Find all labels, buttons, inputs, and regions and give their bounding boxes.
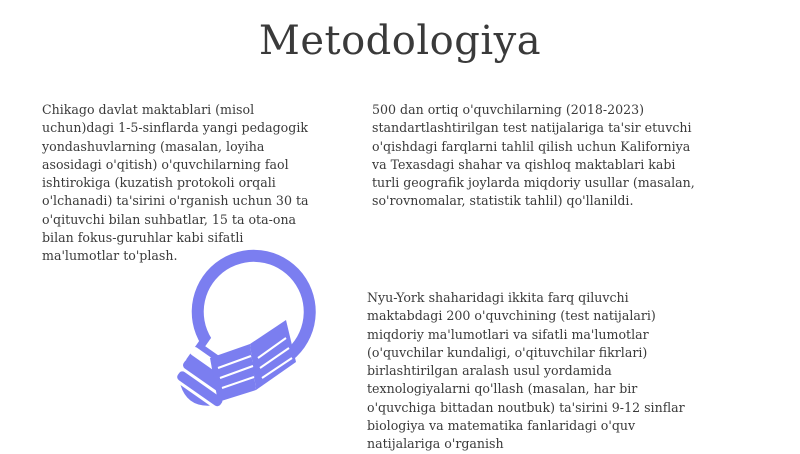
paragraph-qualitative: Chikago davlat maktablari (misol uchun)dagi 1-5-sinflarda yangi pedagogik yondashuvlarning (masalan, loyiha asosidagi o'qitish) o'quvchilarning faol ishtirokiga (kuzatish protokoli orqali o'lchanadi) ta'sirini o'rganish uchun 30 ta o'qituvchi bilan suhbatlar, 15 ta ota-ona bilan fokus-guruhlar kabi sifatli ma'lumotlar to'plash.: [42, 102, 309, 264]
paragraph-quantitative: 500 dan ortiq o'quvchilarning (2018-2023) standartlashtirilgan test natijalariga ta'sir etuvchi o'qishdagi farqlarni tahlil qilish uchun Kaliforniya va Texasdagi shahar va qishloq maktablari kabi turli geografik joylarda miqdoriy usullar (masalan, so'rovnomalar, statistik tahlil) qo'llanildi.: [372, 102, 695, 209]
paragraph-mixed-method: Nyu-York shaharidagi ikkita farq qiluvchi maktabdagi 200 o'quvchining (test natijalari) miqdoriy ma'lumotlari va sifatli ma'lumotlar (o'quvchilar kundaligi, o'qituvchilar fikrlari) birlashtirilgan aralash usul yordamida texnologiyalarni qo'llash (masalan, har bir o'quvchiga bittadan noutbuk) ta'sirini 9-12 sinflar biologiya va matematika fanlaridagi o'quv natijalariga o'rganish: [367, 290, 685, 452]
slide-title: Metodologiya: [258, 18, 542, 64]
lightbulb-book-icon: [158, 240, 323, 440]
